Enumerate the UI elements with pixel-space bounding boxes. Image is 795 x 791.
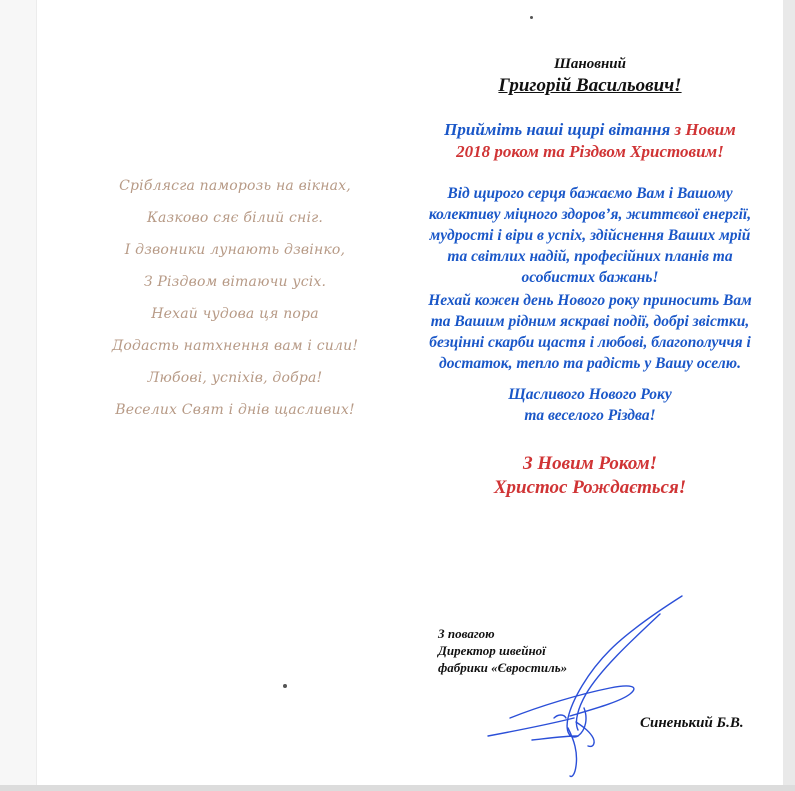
regards-line: З повагою [438,626,495,641]
poem-line: І дзвоники лунають дзвінко, [124,242,346,258]
poem-line: Казково сяє білий сніг. [146,210,324,226]
recipient-name: Григорій Васильович! [498,75,682,96]
christmas-greeting [420,452,760,500]
poem-line: Веселих Свят і днів щасливих! [115,402,355,418]
greeting [420,119,760,163]
director-title: Директор швейної [438,643,546,658]
letter [420,56,760,500]
closing [420,384,760,426]
christmas-line: Христос Рождається! [493,477,687,498]
scan-speck [283,684,287,688]
scan-speck [530,16,533,19]
greeting-start: Прийміть наші щирі вітання [444,120,671,139]
poem-line: Любові, успіхів, добра! [147,370,323,386]
poem-line: Сріблясга паморозь на вікнах, [119,178,351,194]
company-name: фабрики «Євростиль» [438,660,568,675]
poem [90,170,380,426]
scan-edge-bottom [0,785,795,791]
greeting-highlight: 2018 роком та Різдвом Христовим! [456,142,724,161]
paragraph-new-year: Нехай кожен день Нового року приносить Вам та Вашим рідним яскраві події, добрі звістки, безцінні скарби щастя і любові, благополуччя і достаток, тепло та радість у Вашу оселю. [428,292,752,372]
christmas-line: З Новим Роком! [522,453,658,474]
salutation: Шановний [554,56,626,72]
poem-line: З Різдвом вітаючи усіх. [143,274,327,290]
paragraph-wishes: Від щирого серця бажаємо Вам і Вашому колективу міцного здоров’я, життєвої енергії, мудрості і віри в успіх, здійснення Ваших мрій та світлих надій, професійних планів та особистих бажань! [428,185,752,286]
closing-line: Щасливого Нового Року [508,386,672,403]
signer-name: Синенький Б.В. [640,715,744,731]
scan-edge-right [783,0,795,791]
closing-line: та веселого Різдва! [524,407,656,424]
greeting-highlight: з Новим [674,120,736,139]
letter-body [420,183,760,374]
poem-line: Додасть натхнення вам і сили! [111,338,359,354]
poem-line: Нехай чудова ця пора [151,306,319,322]
handwritten-signature [470,590,700,780]
